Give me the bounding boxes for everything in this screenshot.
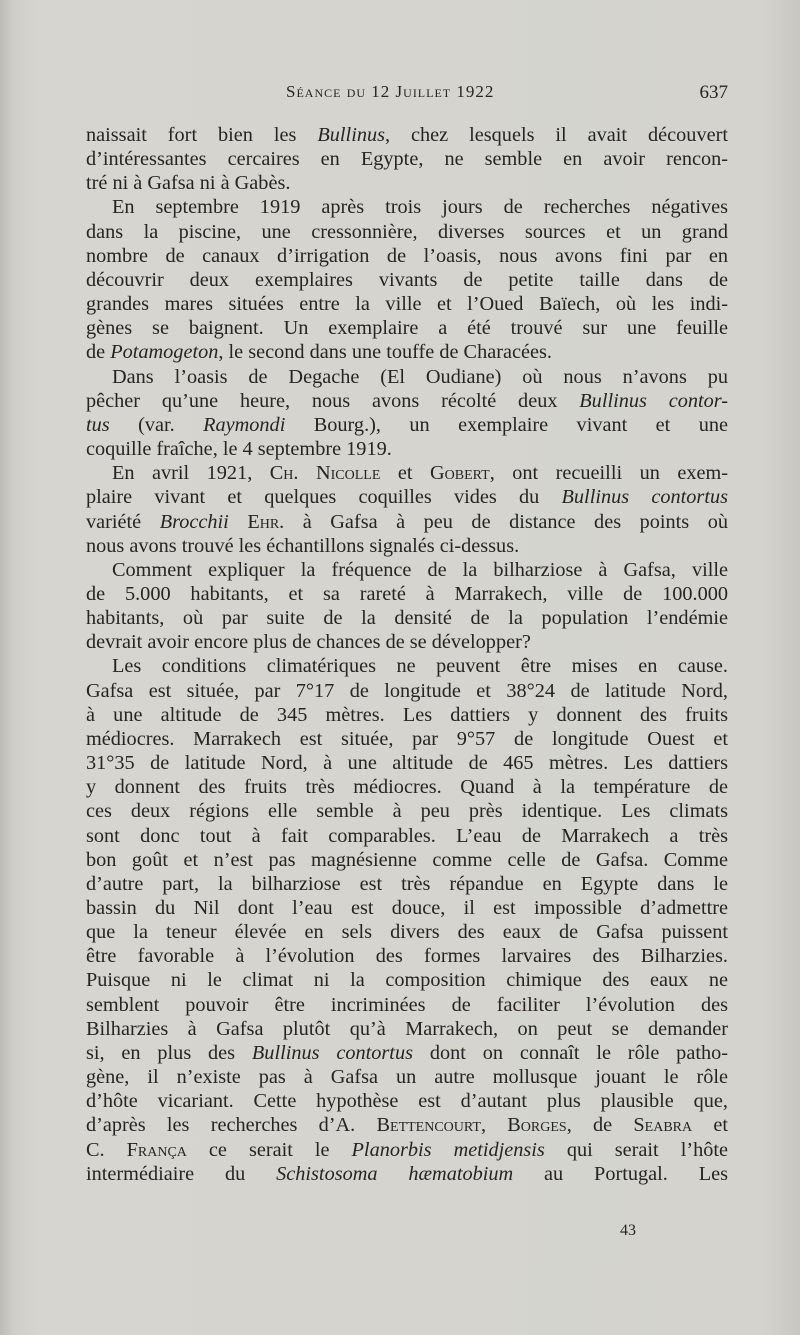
paragraph xyxy=(86,365,728,462)
text-line: d’hôte vicariant. Cette hypothèse est d’autant plus plausible que, xyxy=(86,1090,728,1113)
text-line: Comment expliquer la fréquence de la bilharziose à Gafsa, ville xyxy=(112,558,728,581)
italic-term: tus xyxy=(86,413,110,436)
text-line: si, en plus des Bullinus contortus dont on connaît le rôle patho- xyxy=(86,1041,728,1064)
italic-term: Schistosoma hæmatobium xyxy=(276,1162,514,1185)
text-line: tus (var. Raymondi Bourg.), un exemplaire vivant et une xyxy=(86,413,728,436)
text-line: nous avons trouvé les échantillons signalés ci-dessus. xyxy=(86,534,520,557)
text-line: médiocres. Marrakech est située, par 9°57 de longitude Ouest et xyxy=(86,727,728,750)
text-line: habitants, où par suite de la densité de la population l’endémie xyxy=(86,607,728,630)
text-line: ces deux régions elle semble à peu près identique. Les climats xyxy=(86,800,728,823)
text-line: Bilharzies à Gafsa plutôt qu’à Marrakech, on peut se demander xyxy=(86,1017,728,1040)
paragraph xyxy=(86,195,728,364)
text-line: En avril 1921, Ch. Nicolle et Gobert, ont recueilli un exem- xyxy=(112,462,729,485)
text-line: bon goût et n’est pas magnésienne comme celle de Gafsa. Comme xyxy=(86,848,728,871)
text-line: être favorable à l’évolution des formes larvaires des Bilharzies. xyxy=(86,945,728,968)
text-line: dans la piscine, une cressonnière, diverses sources et un grand xyxy=(86,220,728,243)
italic-term: Bullinus contortus xyxy=(251,1041,413,1064)
text-line: intermédiaire du Schistosoma hæmatobium au Portugal. Les xyxy=(86,1162,728,1185)
italic-term: Raymondi xyxy=(203,413,286,436)
text-line: Dans l’oasis de Degache (El Oudiane) où nous n’avons pu xyxy=(112,365,728,388)
text-line: Les conditions climatériques ne peuvent être mises en cause. xyxy=(112,655,728,678)
text-line: y donnent des fruits très médiocres. Quand à la température de xyxy=(86,776,728,799)
text-line: plaire vivant et quelques coquilles vides du Bullinus contortus xyxy=(86,486,728,509)
author-name: Bettencourt xyxy=(376,1114,481,1137)
text-line: que la teneur élevée en sels divers des eaux de Gafsa puissent xyxy=(86,921,728,944)
text-line: d’intéressantes cercaires en Egypte, ne semble en avoir rencon- xyxy=(86,148,728,171)
text-line: devrait avoir encore plus de chances de se développer? xyxy=(86,631,531,654)
page-number: 637 xyxy=(699,82,728,103)
text-line: d’autre part, la bilharziose est très répandue en Egypte dans le xyxy=(86,872,728,895)
text-line: découvrir deux exemplaires vivants de petite taille dans de xyxy=(86,268,728,291)
italic-term: Bullinus contor- xyxy=(579,389,729,412)
text-line: de Potamogeton, le second dans une touffe de Characées. xyxy=(86,341,552,364)
text-line: coquille fraîche, le 4 septembre 1919. xyxy=(86,438,392,461)
text-line: Gafsa est située, par 7°17 de longitude et 38°24 de latitude Nord, xyxy=(86,679,728,702)
italic-term: Planorbis metidjensis xyxy=(351,1138,545,1161)
text-line: à une altitude de 345 mètres. Les dattiers y donnent des fruits xyxy=(86,703,728,726)
text-line: d’après les recherches d’A. Bettencourt, Borges, de Seabra et xyxy=(86,1114,728,1137)
text-line: Puisque ni le climat ni la composition chimique des eaux ne xyxy=(86,969,728,992)
text-line: variété Brocchii Ehr. à Gafsa à peu de distance des points où xyxy=(86,510,728,533)
author-name: Ehr. xyxy=(247,510,285,533)
author-name: Seabra xyxy=(633,1114,693,1137)
text-line: gène, il n’existe pas à Gafsa un autre mollusque jouant le rôle xyxy=(86,1066,728,1089)
text-line: semblent pouvoir être incriminées de faciliter l’évolution des xyxy=(86,993,728,1016)
italic-term: Potamogeton xyxy=(110,341,219,364)
author-name: Borges xyxy=(507,1114,567,1137)
text-line: sont donc tout à fait comparables. L’eau de Marrakech a très xyxy=(86,824,728,847)
author-name: Ch. Nicolle xyxy=(269,462,381,485)
page-header xyxy=(86,82,728,110)
paragraph xyxy=(86,123,728,195)
text-line: nombre de canaux d’irrigation de l’oasis, nous avons fini par en xyxy=(86,244,728,267)
paragraph xyxy=(86,461,728,558)
text-line: bassin du Nil dont l’eau est douce, il est impossible d’admettre xyxy=(86,897,728,919)
author-name: Gobert xyxy=(430,462,490,485)
text-line: de 5.000 habitants, et sa rareté à Marrakech, ville de 100.000 xyxy=(86,582,728,605)
italic-term: Bullinus contortus xyxy=(561,486,728,509)
text-line: 31°35 de latitude Nord, à une altitude de 465 mètres. Les dattiers xyxy=(86,752,728,775)
text-line: grandes mares situées entre la ville et l’Oued Baïech, où les indi- xyxy=(86,293,728,316)
text-line: En septembre 1919 après trois jours de recherches négatives xyxy=(112,196,728,219)
body-text xyxy=(86,123,728,1186)
paragraph xyxy=(86,558,728,655)
text-line: tré ni à Gafsa ni à Gabès. xyxy=(86,172,291,195)
italic-term: Brocchii xyxy=(159,510,229,533)
paragraph xyxy=(86,654,728,1185)
author-name: França xyxy=(126,1138,187,1161)
text-line: gènes se baignent. Un exemplaire a été trouvé sur une feuille xyxy=(86,317,728,340)
signature-mark: 43 xyxy=(620,1222,636,1239)
text-line: pêcher qu’une heure, nous avons récolté deux Bullinus contor- xyxy=(86,389,729,412)
text-line: naissait fort bien les Bullinus, chez lesquels il avait découvert xyxy=(86,124,728,146)
running-title: Séance du 12 Juillet 1922 xyxy=(286,82,495,101)
text-line: C. França ce serait le Planorbis metidjensis qui serait l’hôte xyxy=(86,1138,729,1161)
italic-term: Bullinus xyxy=(317,124,385,146)
